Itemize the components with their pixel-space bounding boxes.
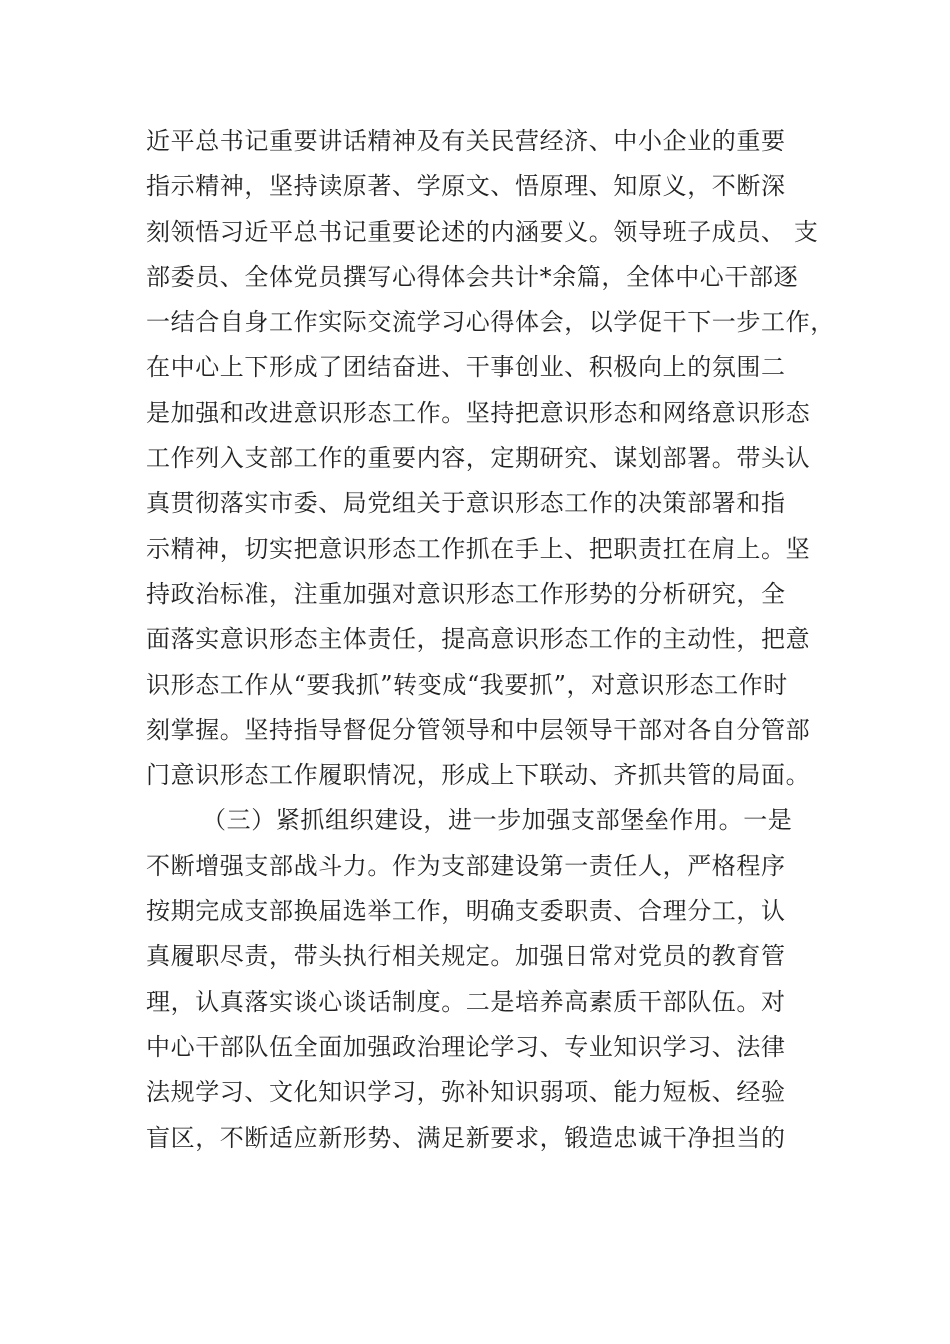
text-line: 在中心上下形成了团结奋进、干事创业、积极向上的氛围二 bbox=[146, 353, 786, 382]
text-line: 持政治标准，注重加强对意识形态工作形势的分析研究，全 bbox=[146, 579, 786, 608]
section-heading-line: （三）紧抓组织建设，进一步加强支部堡垒作用。一是 bbox=[202, 806, 793, 835]
text-line: 法规学习、文化知识学习，弥补知识弱项、能力短板、经验 bbox=[146, 1078, 786, 1107]
text-line: 理，认真落实谈心谈话制度。二是培养高素质干部队伍。对 bbox=[146, 987, 786, 1016]
text-line: 门意识形态工作履职情况，形成上下联动、齐抓共管的局面。 bbox=[146, 761, 811, 790]
text-line: 真贯彻落实市委、局党组关于意识形态工作的决策部署和指 bbox=[146, 489, 786, 518]
text-line: 刻领悟习近平总书记重要论述的内涵要义。领导班子成员、 支 bbox=[146, 217, 819, 246]
text-line: 是加强和改进意识形态工作。坚持把意识形态和网络意识形态 bbox=[146, 398, 811, 427]
text-line: 刻掌握。坚持指导督促分管领导和中层领导干部对各自分管部 bbox=[146, 715, 811, 744]
text-line: 近平总书记重要讲话精神及有关民营经济、中小企业的重要 bbox=[146, 127, 786, 155]
body-text bbox=[146, 119, 846, 1161]
text-line: 识形态工作从“要我抓”转变成“我要抓”，对意识形态工作时 bbox=[146, 670, 788, 699]
text-line: 按期完成支部换届选举工作，明确支委职责、合理分工，认 bbox=[146, 897, 786, 926]
text-line: 真履职尽责，带头执行相关规定。加强日常对党员的教育管 bbox=[146, 942, 786, 971]
text-line: 工作列入支部工作的重要内容，定期研究、谋划部署。带头认 bbox=[146, 444, 811, 473]
text-line: 不断增强支部战斗力。作为支部建设第一责任人，严格程序 bbox=[146, 851, 786, 880]
text-line: 面落实意识形态主体责任，提高意识形态工作的主动性，把意 bbox=[146, 625, 811, 654]
text-line: 示精神，切实把意识形态工作抓在手上、把职责扛在肩上。坚 bbox=[146, 534, 811, 563]
text-line: 部委员、全体党员撰写心得体会共计*余篇，全体中心干部逐 bbox=[146, 262, 799, 291]
text-line: 中心干部队伍全面加强政治理论学习、专业知识学习、法律 bbox=[146, 1032, 786, 1061]
text-line: 一结合自身工作实际交流学习心得体会，以学促干下一步工作， bbox=[146, 308, 835, 337]
text-line: 指示精神，坚持读原著、学原文、悟原理、知原义，不断深 bbox=[146, 172, 786, 201]
text-line: 盲区，不断适应新形势、满足新要求，锻造忠诚干净担当的 bbox=[146, 1123, 786, 1152]
